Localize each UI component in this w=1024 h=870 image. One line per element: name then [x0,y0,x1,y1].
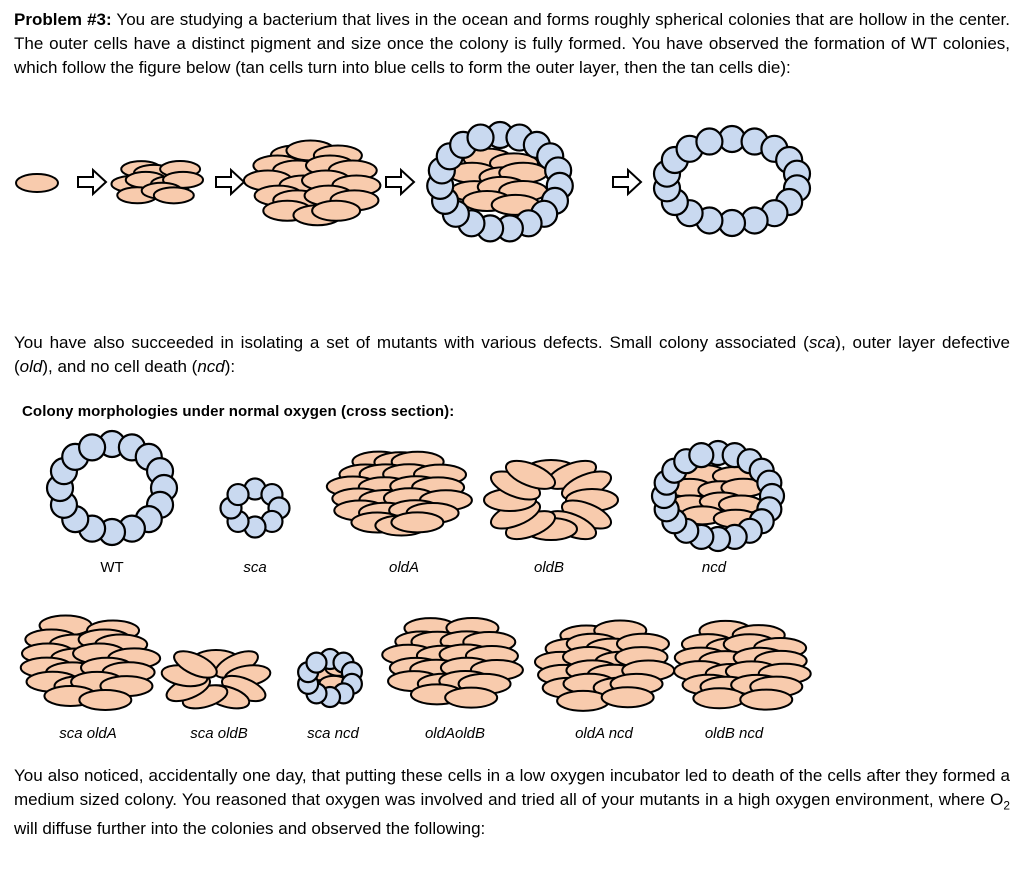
right-arrow-icon [78,170,106,194]
colony-label: oldAoldB [424,725,486,742]
colony-oldA-ncd [535,621,674,742]
colony-label: oldB [533,559,565,576]
colony-sca-ncd [298,649,362,742]
colony-label: sca [243,559,267,576]
mutants-text-4: ): [224,357,236,376]
colony-label: sca oldB [190,725,248,742]
wt-colony-formation-figure [0,112,840,262]
colony-label: sca oldA [59,725,117,742]
problem-intro-paragraph [14,8,1010,80]
figure-caption: Colony morphologies under normal oxygen (cross section): [22,403,455,420]
mutants-text-2: ), outer layer defective ( [14,333,1010,376]
colony-oldB-ncd [674,621,811,742]
colony-sca [221,479,290,577]
colony-oldB [484,455,618,576]
mutants-paragraph [14,331,1010,379]
problem-intro-text: You are studying a bacterium that lives in the ocean and forms roughly spherical colonies that are hollow in the center. The outer cells have a distinct pigment and size once the colony is fully formed. You have observed the formation of WT colonies, which follow the figure below (tan cells turn into blue cells to form the outer layer, then the tan cells die): [14,10,1010,77]
colony-ncd [652,441,784,576]
mutants-text-1: You have also succeeded in isolating a set of mutants with various defects. Small colony associated ( [14,333,809,352]
oxygen-text-2: will diffuse further into the colonies and observed the following: [14,819,486,839]
colony-label: oldA [388,559,420,576]
right-arrow-icon [216,170,244,194]
single-tan-cell [16,174,58,192]
colony-oldA [327,452,472,576]
gene-name-old: old [19,357,43,376]
colony-label: WT [100,559,124,576]
colony-sca-oldA [21,616,160,742]
right-arrow-icon [613,170,641,194]
oxygen-text-1: You also noticed, accidentally one day, that putting these cells in a low oxygen incubator led to death of the cells after they formed a medium sized colony. You reasoned that oxygen was involved and tried all of your mutants in a high oxygen environment, where O [14,766,1010,809]
colony-label: sca ncd [307,725,359,742]
colony-sca-oldB [160,646,271,742]
colony-label: oldA ncd [575,725,633,742]
small-tan-cluster [111,161,203,203]
large-tan-cluster [244,141,381,226]
colony-morphologies-figure [0,428,1024,750]
gene-name-ncd: ncd [197,357,225,376]
oxygen-paragraph [14,764,1010,841]
mutants-text-3: ), and no cell death ( [42,357,198,376]
gene-name-sca: sca [808,333,836,352]
colony-with-blue-outer-layer [427,122,573,241]
colony-oldAoldB [382,618,523,742]
right-arrow-icon [386,170,414,194]
colony-wt [47,431,177,576]
colony-label: ncd [701,559,727,576]
problem-number: Problem #3: [14,10,112,29]
o2-subscript: 2 [1003,798,1010,813]
hollow-blue-colony [654,126,810,236]
colony-label: oldB ncd [704,725,764,742]
